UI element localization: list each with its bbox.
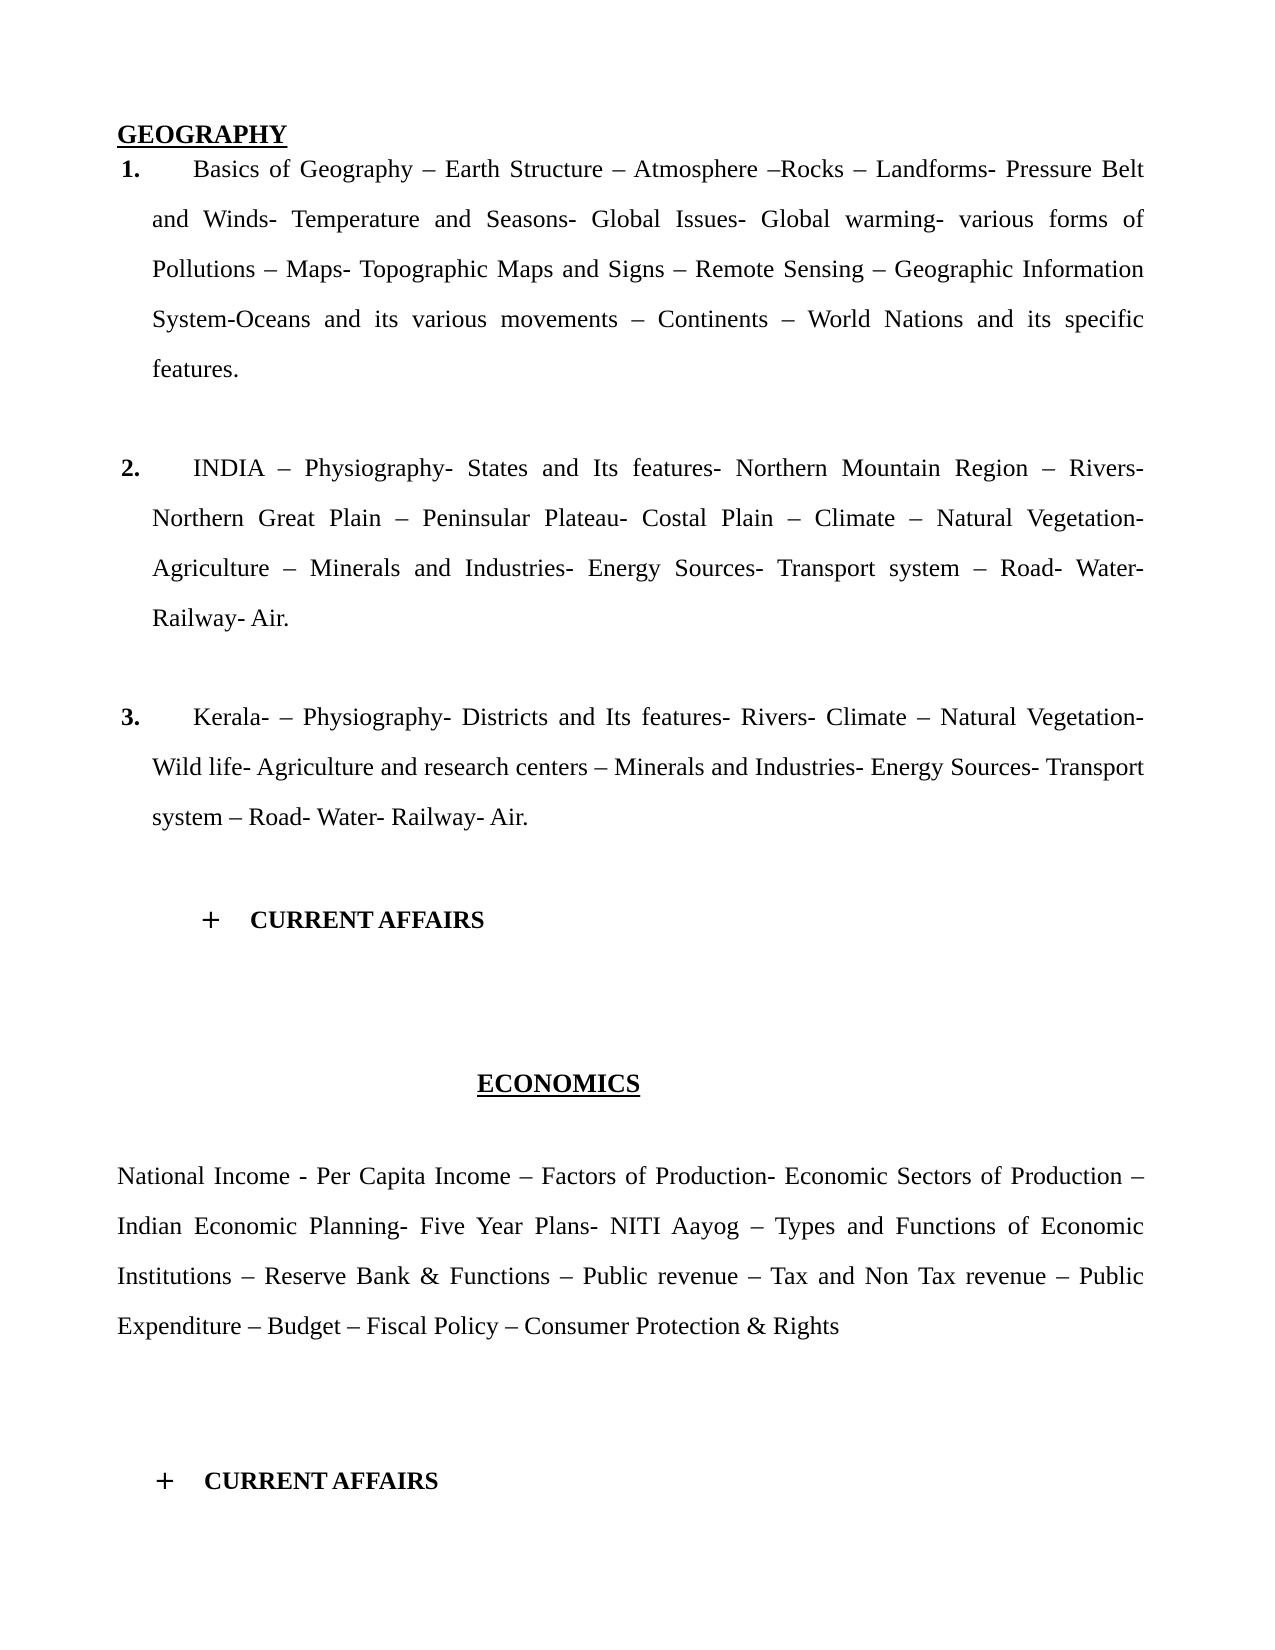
geography-item-3 <box>117 692 1144 842</box>
economics-heading: ECONOMICS <box>477 1069 641 1098</box>
item-number: 2. <box>121 453 141 482</box>
current-affairs-label: CURRENT AFFAIRS <box>204 1468 439 1495</box>
current-affairs-label: CURRENT AFFAIRS <box>250 907 485 934</box>
item-text: Kerala- – Physiography- Districts and Its features- Rivers- Climate – Natural Vegetation- Wild life- Agriculture and research centers – Minerals and Industries- Energy Sources- Transport system – Road- Water- Railway- Air. <box>152 702 1144 831</box>
item-text: INDIA – Physiography- States and Its features- Northern Mountain Region – Rivers- Northern Great Plain – Peninsular Plateau- Costal Plain – Climate – Natural Vegetation- Agriculture – Minerals and Industries- Energy Sources- Transport system – Road- Water- Railway- Air. <box>152 453 1144 632</box>
item-text: Basics of Geography – Earth Structure – Atmosphere –Rocks – Landforms- Pressure Belt and Winds- Temperature and Seasons- Global Issues- Global warming- various forms of Pollutions – Maps- Topographic Maps and Signs – Remote Sensing – Geographic Information System-Oceans and its various movements – Continents – World Nations and its specific features. <box>152 154 1144 383</box>
geography-current-affairs <box>200 905 485 936</box>
geography-heading: GEOGRAPHY <box>117 120 288 149</box>
economics-paragraph: National Income - Per Capita Income – Factors of Production- Economic Sectors of Production – Indian Economic Planning- Five Year Plans- NITI Aayog – Types and Functions of Economic Institutions – Reserve Bank & Functions – Public revenue – Tax and Non Tax revenue – Public Expenditure – Budget – Fiscal Policy – Consumer Protection & Rights <box>117 1161 1144 1340</box>
plus-icon: + <box>200 905 222 935</box>
plus-icon: + <box>154 1466 176 1496</box>
item-number: 1. <box>121 154 141 183</box>
economics-current-affairs <box>154 1466 439 1497</box>
item-number: 3. <box>121 702 141 731</box>
geography-item-1 <box>117 144 1144 394</box>
geography-item-2 <box>117 443 1144 643</box>
